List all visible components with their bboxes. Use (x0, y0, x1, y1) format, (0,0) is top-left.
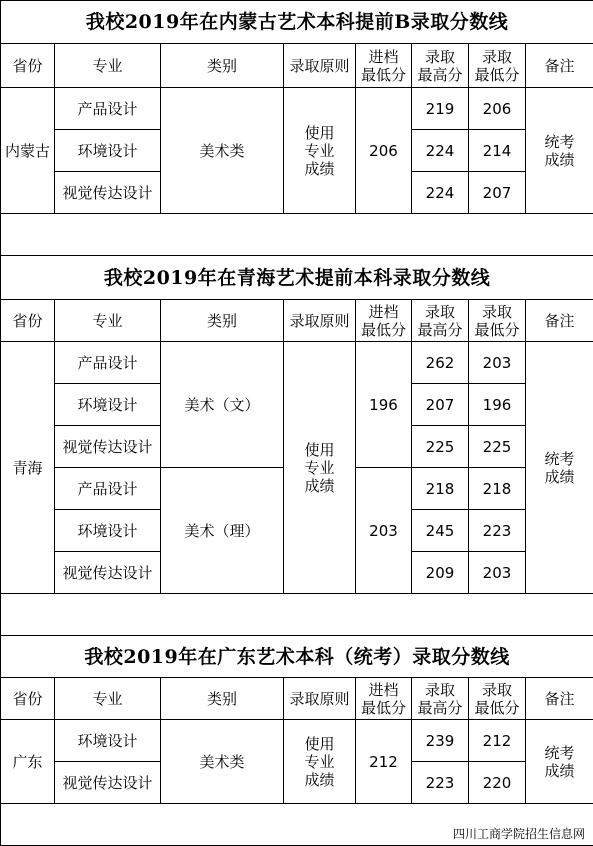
major-cell: 产品设计 (55, 342, 161, 384)
major-cell: 环境设计 (55, 720, 161, 762)
note-cell: 统考 成绩 (526, 720, 593, 804)
spacer-row (1, 594, 593, 636)
major-cell: 视觉传达设计 (55, 426, 161, 468)
min-score-cell: 207 (469, 172, 526, 214)
entry-min-cell: 212 (356, 720, 412, 804)
min-score-cell: 203 (469, 552, 526, 594)
min-score-cell: 196 (469, 384, 526, 426)
max-score-cell: 209 (412, 552, 469, 594)
max-score-cell: 218 (412, 468, 469, 510)
major-cell: 视觉传达设计 (55, 762, 161, 804)
header-province: 省份 (1, 44, 55, 88)
province-cell: 青海 (1, 342, 55, 594)
category-cell: 美术（理） (161, 468, 284, 594)
principle-cell: 使用 专业 成绩 (284, 88, 356, 214)
max-score-cell: 225 (412, 426, 469, 468)
category-cell: 美术（文） (161, 342, 284, 468)
header-major: 专业 (55, 300, 161, 342)
category-cell: 美术类 (161, 720, 284, 804)
header-province: 省份 (1, 300, 55, 342)
header-entry-min: 进档 最低分 (356, 300, 412, 342)
section-title: 我校2019年在广东艺术本科（统考）录取分数线 (1, 636, 593, 678)
header-note: 备注 (526, 44, 593, 88)
header-principle: 录取原则 (284, 300, 356, 342)
header-category: 类别 (161, 300, 284, 342)
max-score-cell: 223 (412, 762, 469, 804)
watermark: 四川工商学院招生信息网 (453, 825, 585, 842)
min-score-cell: 203 (469, 342, 526, 384)
major-cell: 环境设计 (55, 384, 161, 426)
header-max: 录取 最高分 (412, 44, 469, 88)
spacer-row (1, 214, 593, 256)
min-score-cell: 212 (469, 720, 526, 762)
max-score-cell: 224 (412, 172, 469, 214)
max-score-cell: 219 (412, 88, 469, 130)
province-cell: 广东 (1, 720, 55, 804)
min-score-cell: 223 (469, 510, 526, 552)
section-title: 我校2019年在内蒙古艺术本科提前B录取分数线 (1, 1, 593, 44)
principle-cell: 使用 专业 成绩 (284, 342, 356, 594)
header-category: 类别 (161, 44, 284, 88)
header-major: 专业 (55, 44, 161, 88)
major-cell: 环境设计 (55, 510, 161, 552)
min-score-cell: 218 (469, 468, 526, 510)
major-cell: 产品设计 (55, 88, 161, 130)
province-cell: 内蒙古 (1, 88, 55, 214)
header-principle: 录取原则 (284, 678, 356, 720)
header-min: 录取 最低分 (469, 44, 526, 88)
header-category: 类别 (161, 678, 284, 720)
max-score-cell: 239 (412, 720, 469, 762)
note-cell: 统考 成绩 (526, 342, 593, 594)
header-entry-min: 进档 最低分 (356, 678, 412, 720)
max-score-cell: 224 (412, 130, 469, 172)
header-major: 专业 (55, 678, 161, 720)
header-min: 录取 最低分 (469, 300, 526, 342)
entry-min-cell: 206 (356, 88, 412, 214)
major-cell: 视觉传达设计 (55, 172, 161, 214)
min-score-cell: 220 (469, 762, 526, 804)
note-cell: 统考 成绩 (526, 88, 593, 214)
header-note: 备注 (526, 300, 593, 342)
header-entry-min: 进档 最低分 (356, 44, 412, 88)
header-province: 省份 (1, 678, 55, 720)
min-score-cell: 225 (469, 426, 526, 468)
major-cell: 视觉传达设计 (55, 552, 161, 594)
header-principle: 录取原则 (284, 44, 356, 88)
header-note: 备注 (526, 678, 593, 720)
principle-cell: 使用 专业 成绩 (284, 720, 356, 804)
header-max: 录取 最高分 (412, 300, 469, 342)
max-score-cell: 262 (412, 342, 469, 384)
category-cell: 美术类 (161, 88, 284, 214)
min-score-cell: 214 (469, 130, 526, 172)
entry-min-cell: 203 (356, 468, 412, 594)
major-cell: 环境设计 (55, 130, 161, 172)
max-score-cell: 207 (412, 384, 469, 426)
section-title: 我校2019年在青海艺术提前本科录取分数线 (1, 256, 593, 300)
entry-min-cell: 196 (356, 342, 412, 468)
header-max: 录取 最高分 (412, 678, 469, 720)
header-min: 录取 最低分 (469, 678, 526, 720)
major-cell: 产品设计 (55, 468, 161, 510)
min-score-cell: 206 (469, 88, 526, 130)
max-score-cell: 245 (412, 510, 469, 552)
